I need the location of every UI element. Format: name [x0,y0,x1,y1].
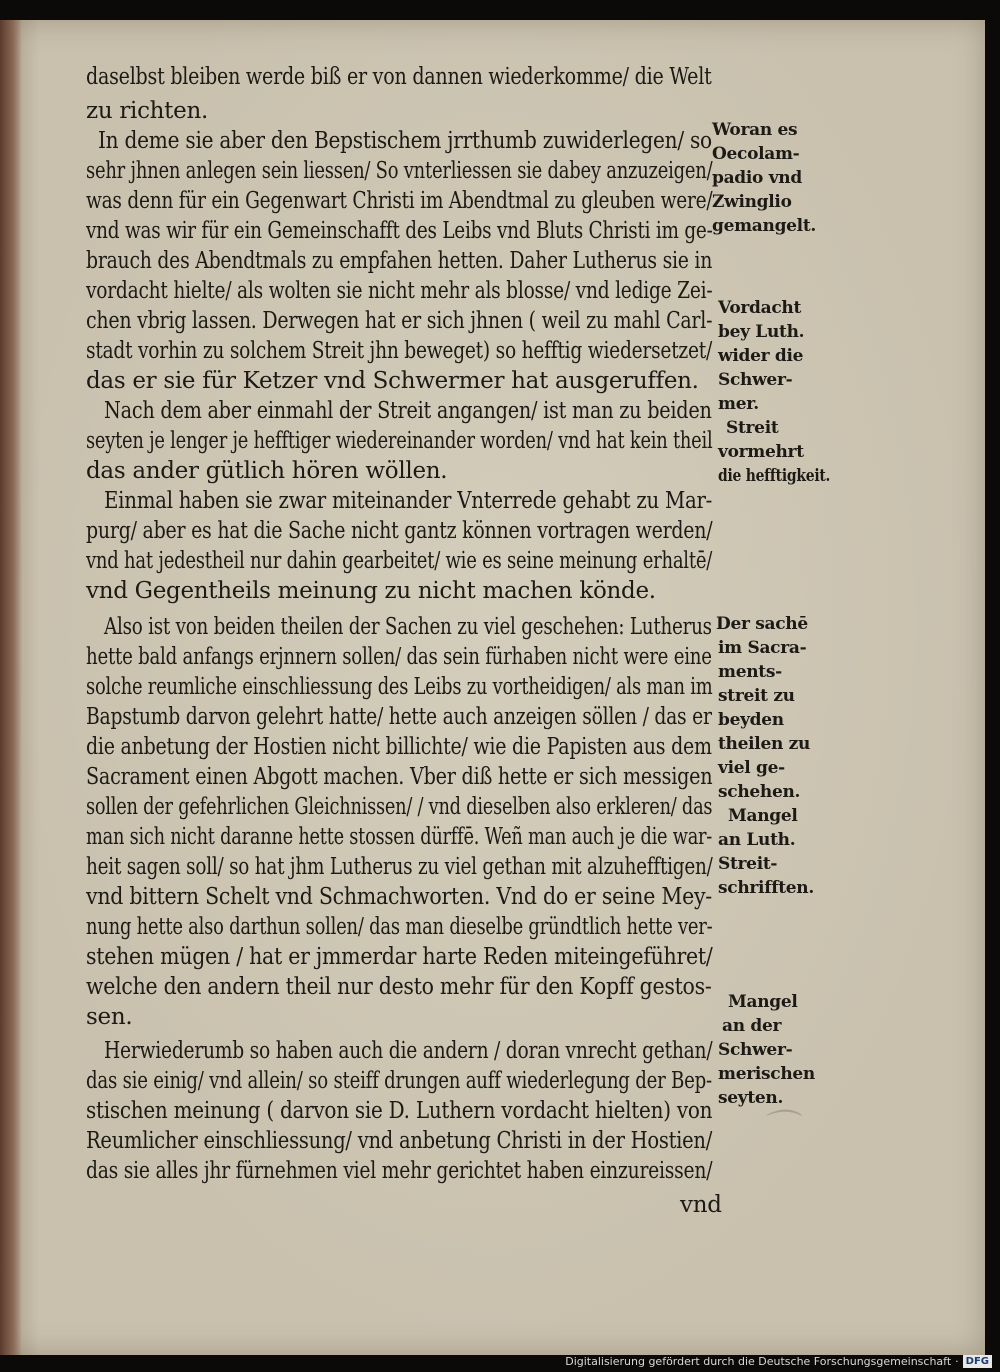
margin-note: Streit [726,418,779,438]
footer-text: Digitalisierung gefördert durch die Deutsche Forschungsgemeinschaft [565,1355,952,1368]
margin-note: Schwer- [718,1040,793,1060]
margin-note: seyten. [718,1088,784,1108]
margin-note: bey Luth. [718,322,805,342]
text-line: man sich nicht daranne hette stossen dürffē. Weñ man auch je die war- [86,824,713,850]
margin-note: streit zu [718,686,795,706]
margin-note: Zwinglio [712,192,792,212]
text-line: Sacrament einen Abgott machen. Vber diß hette er sich messigen [86,764,713,790]
text-line: vnd was wir für ein Gemeinschafft des Leibs vnd Bluts Christi im ge- [86,218,713,244]
margin-note: Schwer- [718,370,793,390]
text-line: sehr jhnen anlegen sein liessen/ So vnterliessen sie dabey anzuzeigen/ [86,158,713,184]
dfg-logo: DFG [963,1355,992,1368]
text-line: heit sagen soll/ so hat jhm Lutherus zu viel gethan mit alzuhefftigen/ [86,854,713,880]
margin-note: vormehrt [718,442,804,462]
text-line: Einmal haben sie zwar miteinander Vnterrede gehabt zu Mar- [104,488,713,514]
text-line: nung hette also darthun sollen/ das man dieselbe gründtlich hette ver- [86,914,713,940]
margin-note: mer. [718,394,759,414]
margin-note: merischen [718,1064,815,1084]
text-line: vnd bittern Schelt vnd Schmachworten. Vnd do er seine Mey- [86,884,712,910]
text-line: das ander gütlich hören wöllen. [86,458,448,484]
text-line: In deme sie aber den Bepstischem jrrthumb zuwiderlegen/ so [98,128,712,154]
margin-note: Oecolam- [712,144,800,164]
text-line: stadt vorhin zu solchem Streit jhn beweget) so hefftig wiedersetzet/ [86,338,713,364]
text-line: seyten je lenger je hefftiger wiedereinander worden/ vnd hat kein theil [86,428,713,454]
margin-note: Mangel [728,992,798,1012]
text-line: das er sie für Ketzer vnd Schwermer hat ausgeruffen. [86,368,699,394]
margin-note: padio vnd [712,168,802,188]
separator-dot: · [955,1355,959,1368]
text-line: sollen der gefehrlichen Gleichnissen/ / vnd dieselben also erkleren/ das [86,794,713,820]
margin-note: viel ge- [718,758,785,778]
margin-note: gemangelt. [712,216,816,236]
digitization-footer [565,1355,992,1368]
text-line: Nach dem aber einmahl der Streit angangen/ ist man zu beiden [104,398,712,424]
margin-note: Mangel [728,806,798,826]
text-line: was denn für ein Gegenwart Christi im Abendtmal zu gleuben were/ [86,188,713,214]
margin-note: im Sacra- [718,638,807,658]
text-line: Bapstumb darvon gelehrt hatte/ hette auch anzeigen söllen / das er [86,704,712,730]
text-line: hette bald anfangs erjnnern sollen/ das sein fürhaben nicht were eine [86,644,712,670]
text-line: brauch des Abendtmals zu empfahen hetten. Daher Lutherus sie in [86,248,713,274]
text-line: stehen mügen / hat er jmmerdar harte Reden miteingeführet/ [86,944,713,970]
text-line: welche den andern theil nur desto mehr für den Kopff gestos- [86,974,712,1000]
margin-note: Woran es [712,120,798,140]
text-line: daselbst bleiben werde biß er von dannen wiederkomme/ die Welt [86,64,712,90]
margin-note: theilen zu [718,734,811,754]
text-line: zu richten. [86,98,208,124]
text-line: purg/ aber es hat die Sache nicht gantz können vortragen werden/ [86,518,713,544]
text-line: sen. [86,1004,133,1030]
text-line: chen vbrig lassen. Derwegen hat er sich jhnen ( weil zu mahl Carl- [86,308,713,334]
text-line: das sie einig/ vnd allein/ so steiff drungen auff wiederlegung der Bep- [86,1068,712,1094]
text-line: stischen meinung ( darvon sie D. Luthern vordacht hielten) von [86,1098,713,1124]
catchword: vnd [680,1192,722,1218]
margin-note: beyden [718,710,784,730]
text-line: Also ist von beiden theilen der Sachen zu viel geschehen: Lutherus [104,614,712,640]
text-line: Herwiederumb so haben auch die andern / doran vnrecht gethan/ [104,1038,713,1064]
margin-note: schrifften. [718,878,814,898]
text-line: das sie alles jhr fürnehmen viel mehr gerichtet haben einzureissen/ [86,1158,713,1184]
book-spine-edge [0,20,22,1355]
pencil-folio-mark-icon: ⌒ [760,1108,797,1149]
text-line: vnd Gegentheils meinung zu nicht machen könde. [86,578,656,604]
text-line: Reumlicher einschliessung/ vnd anbetung Christi in der Hostien/ [86,1128,713,1154]
text-line: vnd hat jedestheil nur dahin gearbeitet/ wie es seine meinung erhaltē/ [86,548,713,574]
margin-note: wider die [718,346,804,366]
margin-note: ments- [718,662,782,682]
text-line: solche reumliche einschliessung des Leibs zu vortheidigen/ als man im [86,674,713,700]
text-line: die anbetung der Hostien nicht billichte/ wie die Papisten aus dem [86,734,712,760]
margin-note: die hefftigkeit. [718,466,831,486]
margin-note: Der sachē [716,614,808,634]
margin-note: Streit- [718,854,778,874]
margin-note: an Luth. [718,830,796,850]
margin-note: Vordacht [718,298,801,318]
margin-note: schehen. [718,782,801,802]
text-line: vordacht hielte/ als wolten sie nicht mehr als blosse/ vnd ledige Zei- [86,278,713,304]
margin-note: an der [722,1016,782,1036]
